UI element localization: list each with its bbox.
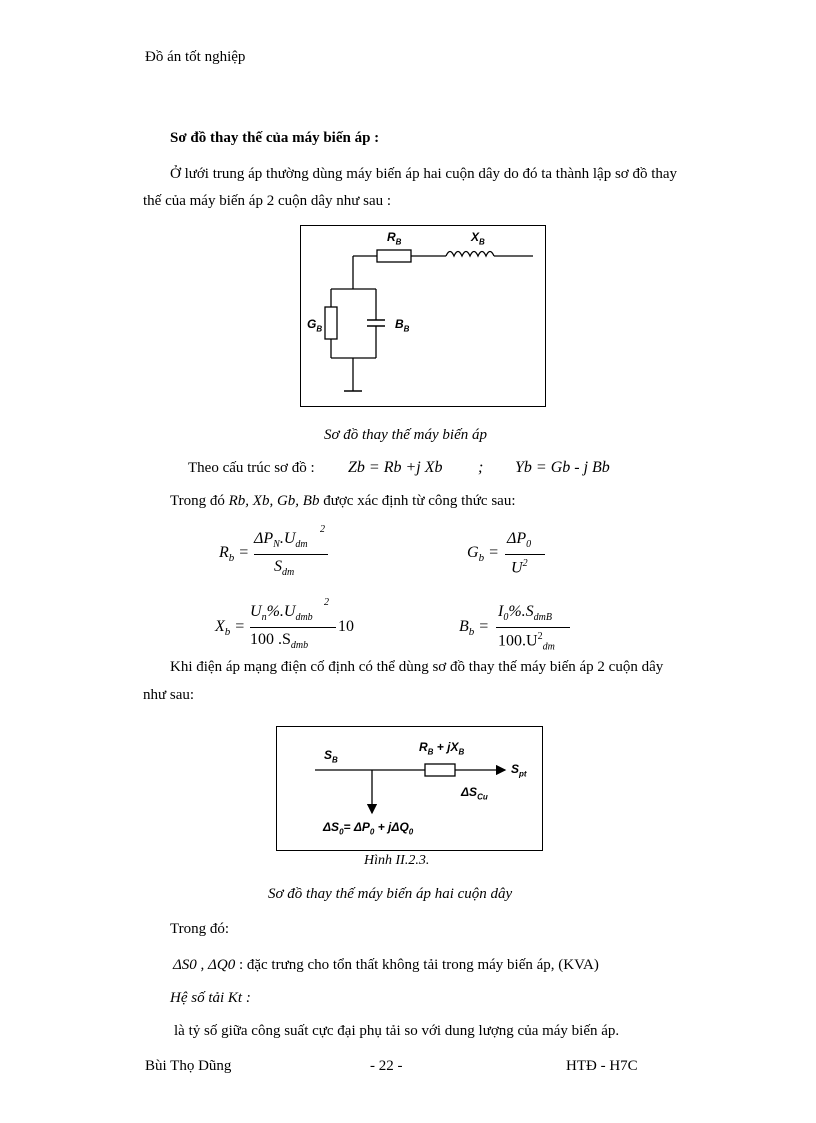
- formula-xb-numerator: $U_n\%.U_{dmb}$: [250, 603, 313, 624]
- formula-rb-lhs: $R_b$ =: [219, 544, 250, 565]
- formula-xb-denominator: 100 $.S_{dmb}$: [250, 631, 309, 652]
- where-suffix: được xác định từ công thức sau:: [323, 493, 516, 509]
- formula-xb-tail: 10: [338, 618, 354, 635]
- label-xb: $X_B$: [471, 230, 485, 247]
- resistor-rb: [377, 250, 411, 262]
- footer-author: Bùi Thọ Dũng: [145, 1058, 232, 1074]
- formula-xb-lhs: $X_b$ =: [215, 618, 246, 639]
- label-gb: $G_B$: [307, 317, 323, 334]
- load-factor-heading: Hệ số tải Kt :: [170, 990, 251, 1006]
- footer-class: HTĐ - H7C: [566, 1058, 638, 1074]
- formula-gb-denominator: $U^2$: [511, 558, 528, 577]
- where-vars: Rb, Xb, Gb, Bb: [228, 493, 320, 509]
- formula-xb-power: 2: [324, 597, 329, 608]
- formula-gb-lhs: $G_b$ =: [467, 544, 499, 565]
- formula-rb-numerator: $\Delta P_N.U_{dm}$: [254, 530, 308, 551]
- label-spt: $S_{pt}$: [511, 762, 527, 779]
- label-sb: $S_B$: [324, 748, 338, 765]
- circuit-drawing: [301, 226, 545, 406]
- notes-where: Trong đó:: [170, 921, 230, 937]
- transformer-circuit-diagram: [300, 225, 546, 407]
- formula-rb-fraction: [254, 524, 328, 582]
- intro-line-1: Ở lưới trung áp thường dùng máy biến áp hai cuộn dây do đó ta thành lập sơ đồ thay: [170, 166, 678, 182]
- diagram1-caption: Sơ đồ thay thế máy biến áp: [324, 427, 487, 443]
- inductor-xb: [446, 252, 494, 257]
- label-rb: $R_B$: [387, 230, 402, 247]
- simplified-circuit-diagram: [276, 726, 543, 851]
- label-dscu: $\Delta S_{Cu}$: [461, 785, 488, 802]
- formula-xb-fraction: [250, 597, 336, 655]
- where-prefix: Trong đó: [170, 493, 225, 509]
- structure-prefix: Theo cấu trúc sơ đồ :: [188, 460, 315, 476]
- formula-bb-lhs: $B_b$ =: [459, 618, 490, 639]
- formula-bb-denominator: $100.U^2_{dm}$: [498, 631, 555, 653]
- structure-separator: ;: [478, 459, 484, 476]
- load-factor-desc: là tỷ số giữa công suất cực đại phụ tải so với dung lượng của máy biến áp.: [174, 1023, 620, 1039]
- formula-gb-numerator: $\Delta P_0$: [507, 530, 532, 551]
- where-line: [170, 493, 516, 510]
- section-heading: Sơ đồ thay thế của máy biến áp :: [170, 130, 380, 146]
- loss-vars: ΔS0 , ΔQ0: [173, 957, 236, 973]
- formula-bb-fraction: [496, 603, 570, 655]
- intro-line-2: thế của máy biến áp 2 cuộn dây như sau :: [143, 193, 392, 209]
- formula-rb-denominator: $S_{dm}$: [274, 558, 295, 579]
- label-bb: $B_B$: [395, 317, 410, 334]
- formula-gb-fraction: [505, 530, 545, 582]
- formula-bb-numerator: $I_0\%.S_{dmB}$: [498, 603, 552, 624]
- y-formula: Yb = Gb - j Bb: [515, 459, 610, 476]
- loss-line: [173, 957, 599, 974]
- page-header: Đồ án tốt nghiệp: [145, 49, 246, 65]
- loss-desc: : đặc trưng cho tổn thất không tải trong máy biến áp, (KVA): [238, 957, 599, 973]
- fixed-voltage-line-1: Khi điện áp mạng điện cố định có thể dùng sơ đồ thay thế máy biến áp 2 cuộn dây: [170, 659, 664, 675]
- footer-page-number: - 22 -: [370, 1058, 403, 1074]
- conductance-gb: [325, 307, 337, 339]
- z-formula: Zb = Rb +j Xb: [348, 459, 443, 476]
- figure-number: Hình II.2.3.: [364, 853, 430, 868]
- impedance-box: [425, 764, 455, 776]
- label-rx: $R_B + jX_B$: [419, 740, 465, 757]
- diagram2-caption: Sơ đồ thay thế máy biến áp hai cuộn dây: [268, 886, 513, 902]
- formula-rb-power: 2: [320, 524, 325, 535]
- fixed-voltage-line-2: như sau:: [143, 687, 195, 703]
- label-ds0: $\Delta S_0= \Delta P_0 + j\Delta Q_0$: [323, 820, 414, 837]
